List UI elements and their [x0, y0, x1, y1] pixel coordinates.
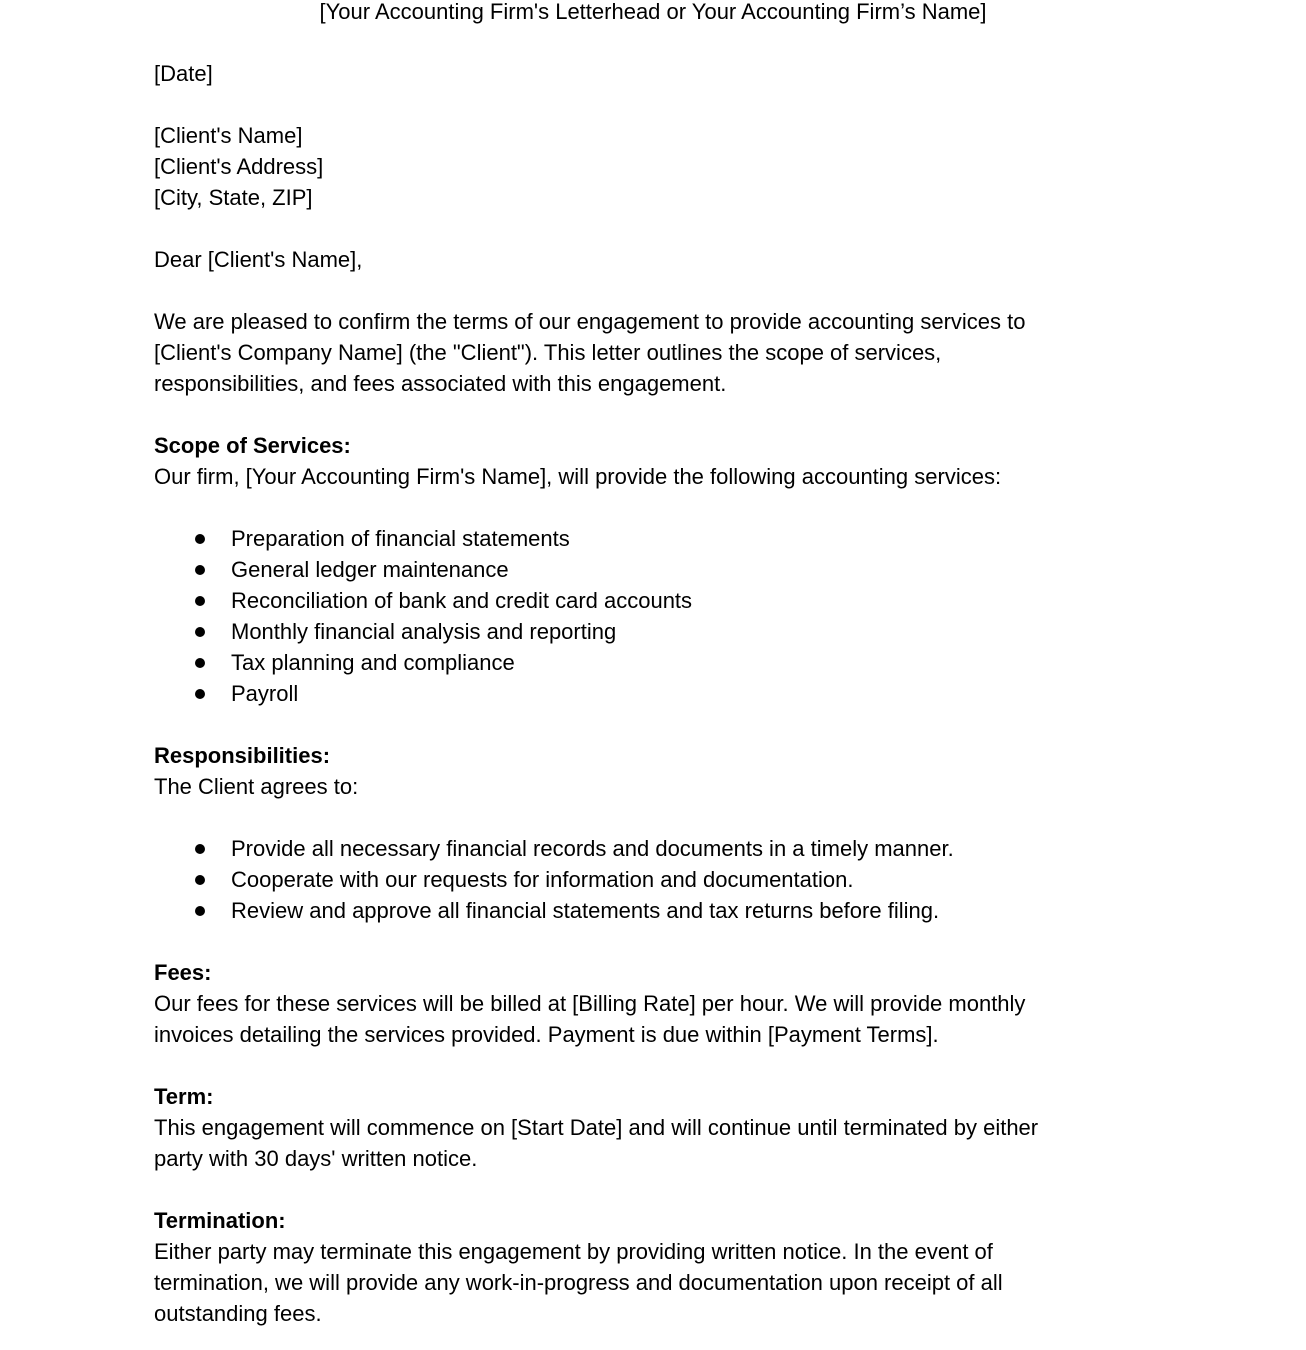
- list-item-text: Monthly financial analysis and reporting: [231, 619, 617, 644]
- list-item-text: Review and approve all financial statements and tax returns before filing.: [231, 898, 940, 923]
- list-item: [154, 554, 1154, 585]
- termination-line: termination, we will provide any work-in-progress and documentation upon receipt of all: [154, 1270, 1003, 1295]
- term-line: party with 30 days' written notice.: [154, 1146, 478, 1171]
- scope-heading: Scope of Services:: [154, 433, 351, 458]
- list-item-text: Preparation of financial statements: [231, 526, 570, 551]
- spacer: [154, 926, 1154, 957]
- list-item: [154, 678, 1154, 709]
- bullet-icon: [195, 875, 205, 885]
- list-item: [154, 864, 1154, 895]
- recipient-name: [Client's Name]: [154, 123, 303, 148]
- list-item-text: Reconciliation of bank and credit card accounts: [231, 588, 693, 613]
- spacer: [154, 709, 1154, 740]
- bullet-icon: [195, 627, 205, 637]
- spacer: [154, 213, 1154, 244]
- term-heading: Term:: [154, 1084, 214, 1109]
- letter-date: [Date]: [154, 61, 213, 86]
- list-item: [154, 647, 1154, 678]
- responsibilities-section: [154, 740, 1154, 926]
- responsibilities-heading: Responsibilities:: [154, 743, 331, 768]
- bullet-icon: [195, 534, 205, 544]
- recipient-address: [Client's Address]: [154, 154, 324, 179]
- termination-section: [154, 1205, 1154, 1329]
- intro-line: responsibilities, and fees associated with this engagement.: [154, 371, 727, 396]
- intro-paragraph: [154, 306, 1154, 399]
- fees-line: Our fees for these services will be billed at [Billing Rate] per hour. We will provide monthly: [154, 991, 1026, 1016]
- list-item-text: Tax planning and compliance: [231, 650, 515, 675]
- termination-line: outstanding fees.: [154, 1301, 322, 1326]
- spacer: [154, 89, 1154, 120]
- termination-line: Either party may terminate this engagement by providing written notice. In the event of: [154, 1239, 993, 1264]
- spacer: [154, 399, 1154, 430]
- bullet-icon: [195, 906, 205, 916]
- scope-section: [154, 430, 1154, 709]
- list-item-text: Provide all necessary financial records and documents in a timely manner.: [231, 836, 954, 861]
- spacer: [154, 492, 1154, 523]
- list-item-text: Cooperate with our requests for information and documentation.: [231, 867, 854, 892]
- term-section: [154, 1081, 1154, 1174]
- list-item: [154, 895, 1154, 926]
- spacer: [154, 802, 1154, 833]
- list-item: [154, 523, 1154, 554]
- bullet-icon: [195, 689, 205, 699]
- letter-body: [154, 58, 1154, 1329]
- salutation: Dear [Client's Name],: [154, 247, 363, 272]
- fees-line: invoices detailing the services provided. Payment is due within [Payment Terms].: [154, 1022, 939, 1047]
- spacer: [154, 1174, 1154, 1205]
- list-item-text: Payroll: [231, 681, 299, 706]
- bullet-icon: [195, 658, 205, 668]
- bullet-icon: [195, 596, 205, 606]
- letterhead: [Your Accounting Firm's Letterhead or Your Accounting Firm’s Name]: [319, 0, 987, 24]
- scope-list: [154, 523, 1154, 709]
- spacer: [154, 275, 1154, 306]
- fees-section: [154, 957, 1154, 1050]
- term-line: This engagement will commence on [Start Date] and will continue until terminated by either: [154, 1115, 1039, 1140]
- list-item-text: General ledger maintenance: [231, 557, 509, 582]
- responsibilities-text: The Client agrees to:: [154, 774, 359, 799]
- responsibilities-list: [154, 833, 1154, 926]
- spacer: [154, 1050, 1154, 1081]
- list-item: [154, 616, 1154, 647]
- scope-text: Our firm, [Your Accounting Firm's Name], will provide the following accounting services:: [154, 464, 1002, 489]
- list-item: [154, 585, 1154, 616]
- intro-line: [Client's Company Name] (the "Client"). This letter outlines the scope of services,: [154, 340, 942, 365]
- fees-heading: Fees:: [154, 960, 212, 985]
- intro-line: We are pleased to confirm the terms of our engagement to provide accounting services to: [154, 309, 1026, 334]
- bullet-icon: [195, 844, 205, 854]
- termination-heading: Termination:: [154, 1208, 286, 1233]
- list-item: [154, 833, 1154, 864]
- bullet-icon: [195, 565, 205, 575]
- recipient-city-state-zip: [City, State, ZIP]: [154, 185, 313, 210]
- recipient-block: [154, 120, 1154, 213]
